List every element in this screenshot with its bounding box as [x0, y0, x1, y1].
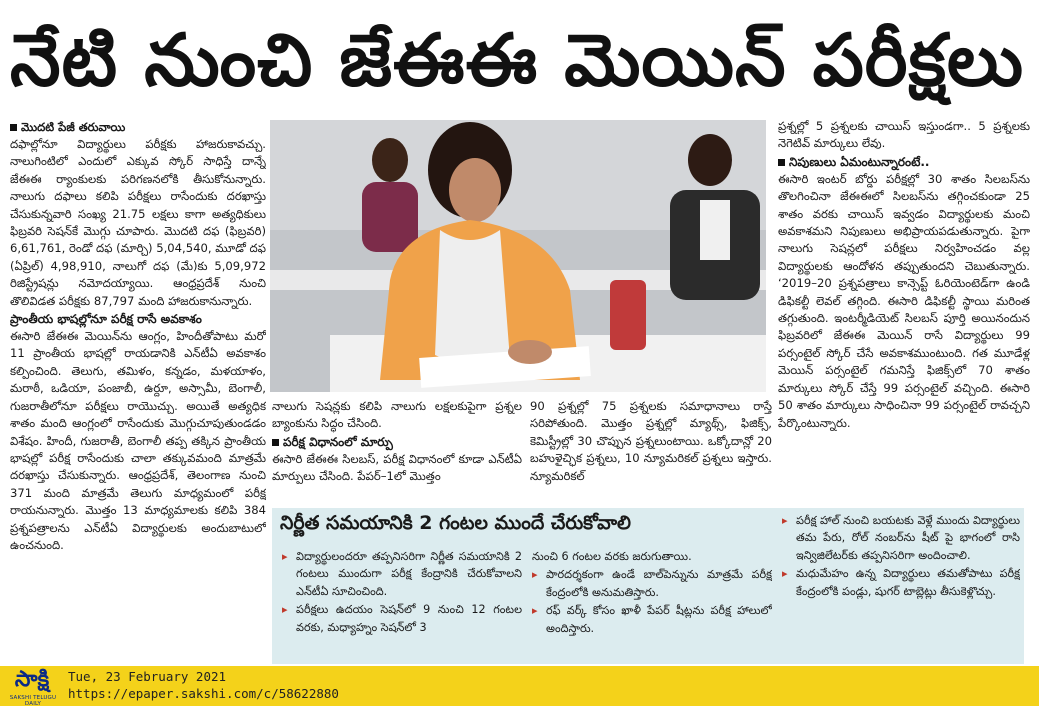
bullet-item: ▸ పరీక్ష హాల్ నుంచి బయటకు వెళ్లే ముందు విద్యార్థులు తమ పేరు, రోల్ నంబర్‌ను షీట్ పై భాగంలో రాసి ఇన్విజిలేటర్‌కు తప్పనిసరిగా అందించాలి. — [782, 512, 1020, 564]
paragraph: నాలుగు సెషన్లకు కలిపి నాలుగు లక్షలకుపైగా ప్రశ్నల బ్యాంకును సిద్ధం చేసింది. — [272, 399, 522, 431]
bullet-item: ▸ విద్యార్థులందరూ తప్పనిసరిగా నిర్ణీత సమయానికి 2 గంటలు ముందుగా పరీక్ష కేంద్రానికి చేరుకోవాలని ఎన్‌టీఏ సూచించింది. — [282, 548, 522, 600]
article-column-2 — [272, 398, 522, 506]
info-box-column-3 — [782, 512, 1020, 664]
info-box-column-1 — [282, 548, 522, 664]
headline: నేటి నుంచి జేఈఈ మెయిన్ పరీక్షలు — [10, 18, 1025, 102]
bullet-item: ▸ మధుమేహం ఉన్న విద్యార్థులు తమతోపాటు పరీక్ష కేంద్రంలోకి పండ్లు, షుగర్ టాబ్లెట్లు తీసుకెళ్లొచ్చు. — [782, 565, 1020, 600]
epaper-link[interactable]: https://epaper.sakshi.com/c/58622880 — [68, 686, 339, 701]
info-box-title: నిర్ణీత సమయానికి 2 గంటల ముందే చేరుకోవాలి — [280, 512, 631, 534]
article-column-4 — [778, 118, 1030, 506]
bullet-item: ▸ పరీక్షలు ఉదయం సెషన్‌లో 9 నుంచి 12 గంటల వరకు, మధ్యాహ్నం సెషన్‌లో 3 — [282, 601, 522, 636]
publication-date: Tue, 23 February 2021 — [68, 669, 227, 684]
article-column-1 — [10, 118, 266, 666]
paragraph: దఫాల్లోనూ విద్యార్థులు పరీక్షకు హాజరుకావచ్చు. నాలుగింటిలో ఎందులో ఎక్కువ స్కోర్ సాధిస్తే దాన్నే జేఈఈ ర్యాంకులకు పరిగణనలోకి తీసుకోనున్నారు. నాలుగు దఫాలు కలిపి పరీక్షలు రాసేందుకు దరఖాస్తు చేసుకున్నవారి సంఖ్య 21.75 లక్షలు కాగా అత్యధికులు ఫిబ్రవరి సెషన్‌కే మొగ్గు చూపారు. మొదటి దఫ (ఫిబ్రవరి) 6,61,761, రెండో దఫ (మార్చి) 5,04,540, మూడో దఫ (ఏప్రిల్) 4,98,910, నాలుగో దఫ (మే)కు 5,09,972 రిజిస్ట్రేషన్లు నమోదయ్యాయి. ఆంధ్రప్రదేశ్ నుంచి తొలివిడత పరీక్షకు 87,797 మంది హాజరుకానున్నారు. — [10, 137, 266, 308]
paragraph: ఈసారి జేఈఈ మెయిన్‌ను ఆంగ్లం, హిందీతోపాటు మరో 11 ప్రాంతీయ భాషల్లో రాయడానికి ఎన్‌టీఏ అవకాశం కల్పించింది. తెలుగు, తమిళం, కన్నడం, మళయాళం, మరాఠీ, ఒడియా, పంజాబీ, ఉర్దూ, అస్సామీ, బెంగాలీ, గుజరాతీలోనూ పరీక్షలు రాయొచ్చు. అయితే అత్యధిక శాతం మంది ఆంగ్లంలో రాసేందుకు మొగ్గుచూపుతుండడం విశేషం. హిందీ, గుజరాతీ, బెంగాలీ తప్ప తక్కిన ప్రాంతీయ భాషల్లో పరీక్ష రాసేందుకు చాలా తక్కువమంది మాత్రమే దరఖాస్తు చేసుకున్నారు. ఆంధ్రప్రదేశ్, తెలంగాణ నుంచి 371 మంది మాత్రమే తెలుగు మాధ్యమంలో పరీక్ష రాయనున్నారు. మొత్తం 13 మాధ్యమాలకు కలిపి 384 ప్రశ్నపత్రాలను ఎన్‌టీఏ విద్యార్థులకు అందుబాటులో ఉంచనుంది. — [10, 329, 266, 552]
subheading: నిపుణులు ఏమంటున్నారంటే.. — [778, 153, 1030, 171]
subheading: పరీక్ష విధానంలో మార్పు — [272, 433, 522, 451]
bullet-continuation: నుంచి 6 గంటల వరకు జరుగుతాయి. — [532, 550, 692, 563]
paragraph: ఈసారి జేఈఈ సిలబస్, పరీక్ష విధానంలో కూడా ఎన్‌టీఏ మార్పులు చేసింది. పేపర్–1లో మొత్తం — [272, 451, 522, 484]
article-column-3 — [530, 398, 772, 506]
news-photo — [270, 120, 766, 392]
kicker: మొదటి పేజీ తరువాయి — [10, 118, 266, 136]
students-exam-illustration — [270, 120, 766, 392]
bullet-item: ▸ రఫ్ వర్క్ కోసం ఖాళీ పేపర్ షీట్లను పరీక్ష హాలులో అందిస్తారు. — [532, 602, 772, 637]
bullet-item: ▸ పారదర్శకంగా ఉండే బాల్‌పెన్నును మాత్రమే పరీక్ష కేంద్రంలోకి అనుమతిస్తారు. — [532, 566, 772, 601]
subheading: ప్రాంతీయ భాషల్లోనూ పరీక్ష రాసే అవకాశం — [10, 312, 202, 327]
square-bullet-icon — [10, 124, 17, 131]
paragraph: 90 ప్రశ్నల్లో 75 ప్రశ్నలకు సమాధానాలు రాస్తే సరిపోతుంది. మొత్తం ప్రశ్నల్లో మ్యాథ్స్, ఫిజిక్స్, కెమిస్ట్రీల్లో 30 చొప్పున ప్రశ్నలుంటాయి. ఒక్కోదాన్లో 20 బహుళైచ్ఛిక ప్రశ్నలు, 10 న్యూమరికల్ ప్రశ్నలు ఇస్తారు. న్యూమరికల్ — [530, 399, 772, 483]
square-bullet-icon — [272, 439, 279, 446]
paragraph: ఈసారి ఇంటర్ బోర్డు పరీక్షల్లో 30 శాతం సిలబస్‌ను తొలగించినా జేఈఈలో సిలబస్‌ను తగ్గించకుండా 25 శాతం వరకు చాయిస్ ఇవ్వడం విద్యార్థులకు మంచి అవకాశమని నిపుణులు అభిప్రాయపడుతున్నారు. పైగా నాలుగు సెషన్లలో పరీక్షలు నిర్వహించడం వల్ల విద్యార్థులకు ఆందోళన తప్పుతుందని చెబుతున్నారు. ‘2019–20 ప్రశ్నపత్రాలు కాన్సెప్ట్ ఓరియెంటెడ్‌గా ఉండి డిఫికల్టీ లెవల్ తగ్గింది. ఈసారి డిఫికల్టీ స్థాయి మరింత తగ్గుతుంది. ఇంటర్మీడియెట్ సిలబస్ పూర్తి అయినందున ఫిబ్రవరిలో జేఈఈ మెయిన్ రాసే విద్యార్థులు 99 పర్సంటైల్ స్కోర్ చేసే అవకాశముంటుంది. గత మూడేళ్ల మెయిన్ పర్సంటైల్ గమనిస్తే ఫిజిక్స్‌లో 70 శాతం మార్కులు స్కోర్ చేస్తే 99 పర్సంటైల్ వచ్చింది. ఈసారి 50 శాతం మార్కులు సాధించినా 99 పర్సంటైల్ రావచ్చని పేర్కొంటున్నారు. — [778, 171, 1030, 430]
square-bullet-icon — [778, 159, 785, 166]
sakshi-logo: సాక్షి — [14, 667, 50, 692]
logo-tagline: SAKSHI TELUGU DAILY — [9, 695, 57, 707]
paragraph: ప్రశ్నల్లో 5 ప్రశ్నలకు చాయిస్ ఇస్తుండగా.. 5 ప్రశ్నలకు నెగెటివ్ మార్కులు లేవు. — [778, 119, 1030, 151]
info-box-column-2 — [532, 548, 772, 664]
